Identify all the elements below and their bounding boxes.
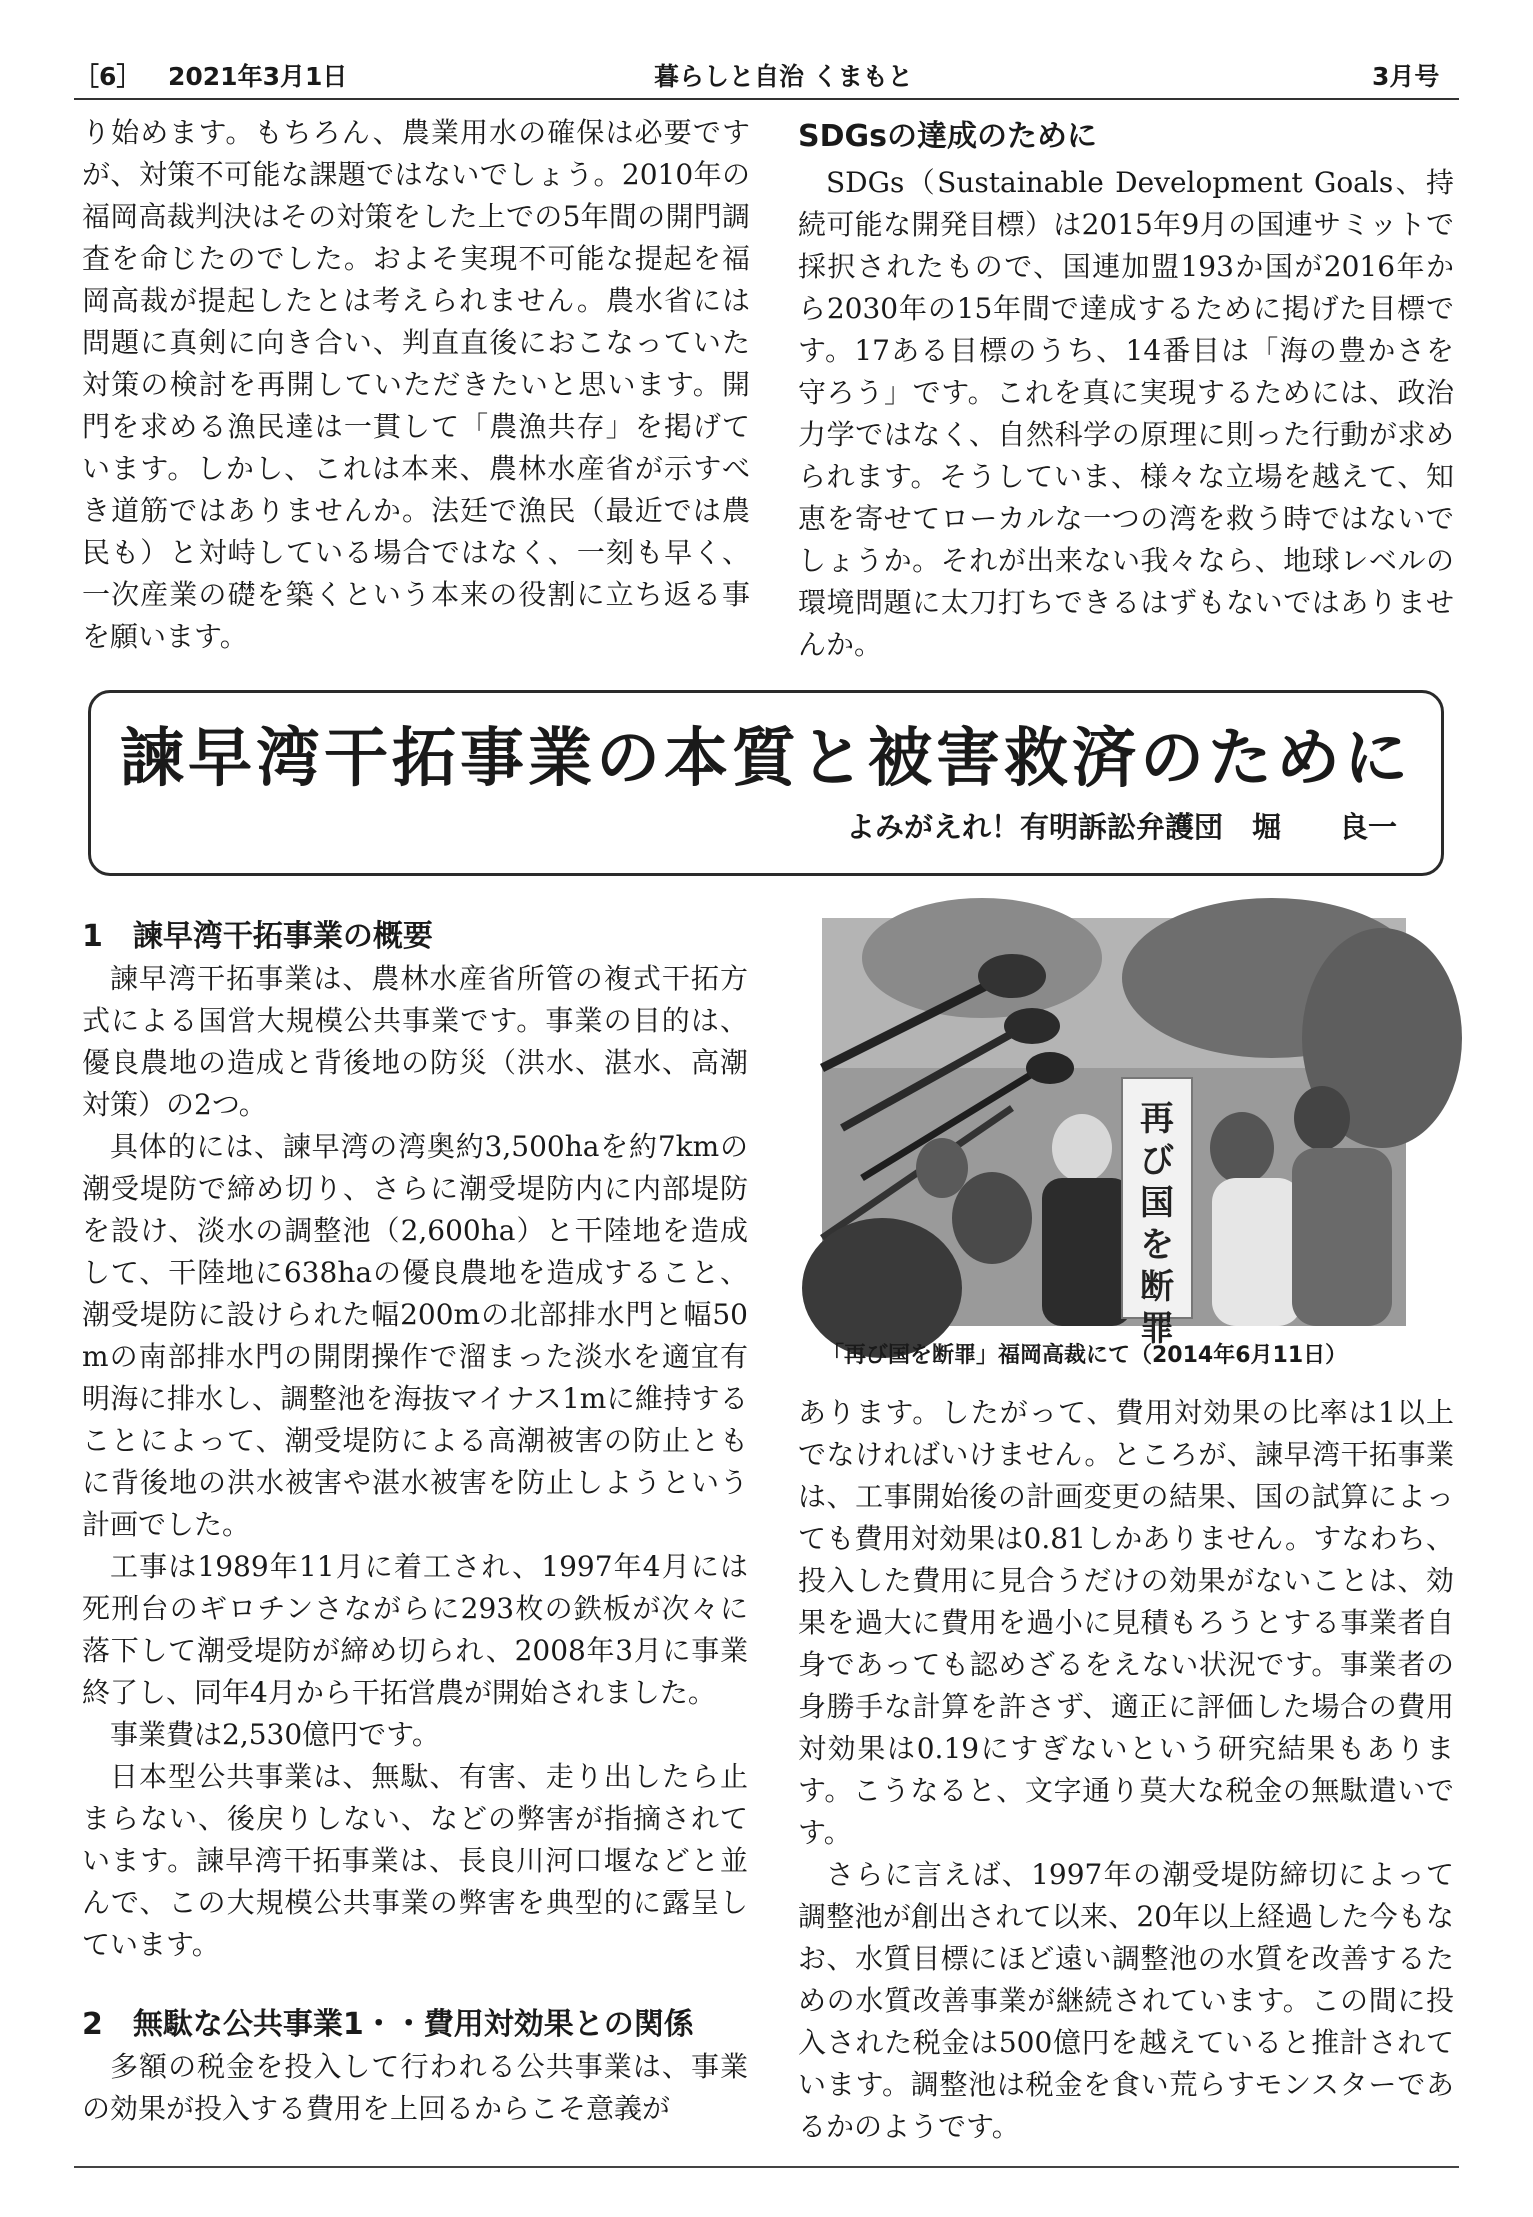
section2-intro: 多額の税金を投入して行われる公共事業は、事業の効果が投入する費用を上回るからこそ意義が (82, 2050, 748, 2125)
left-column (82, 916, 748, 2130)
issue-date: 2021年3月1日 (168, 62, 348, 91)
right-column (798, 1392, 1454, 2148)
section2-heading: 2 無駄な公共事業1・・費用対効果との関係 (82, 2007, 694, 2042)
section1-paragraph: 日本型公共事業は、無駄、有害、走り出したら止まらない、後戻りしない、などの弊害が指摘されています。諫早湾干拓事業は、長良川河口堰などと並んで、この大規模公共事業の弊害を典型的に露呈しています。 (82, 1760, 748, 1961)
section1-heading: 1 諫早湾干拓事業の概要 (82, 919, 433, 954)
article-title-box (88, 690, 1444, 876)
sdgs-text: SDGs（Sustainable Development Goals、持続可能な開発目標）は2015年9月の国連サミットで採択されたもので、国連加盟193か国が2016年から2030年の15年間で達成するために掲げた目標です。17ある目標のうち、14番目は「海の豊かさを守ろう」です。これを真に実現するためには、政治力学ではなく、自然科学の原理に則った行動が求められます。そうしていま、様々な立場を越えて、知恵を寄せてローカルな一つの湾を救う時ではないでしょうか。それが出来ない我々なら、地球レベルの環境問題に太刀打ちできるはずもないではありませんか。 (798, 166, 1454, 661)
header-rule (74, 98, 1459, 100)
top-left-text: り始めます。もちろん、農業用水の確保は必要ですが、対策不可能な課題ではないでしょう。2010年の福岡高裁判決はその対策をした上での5年間の開門調査を命じたのでした。およそ実現不可能な提起を福岡高裁が提起したとは考えられません。農水省には問題に真剣に向き合い、判直直後におこなっていた対策の検討を再開していただきたいと思います。開門を求める漁民達は一貫して「農漁共存」を掲げています。しかし、これは本来、農林水産省が示すべき道筋ではありませんか。法廷で漁民（最近では農民も）と対峙している場合ではなく、一刻も早く、一次産業の礎を築くという本来の役割に立ち返る事を願います。 (82, 116, 750, 653)
issue-month: 3月号 (1372, 62, 1440, 91)
section1-paragraph: 具体的には、諫早湾の湾奥約3,500haを約7kmの潮受堤防で締め切り、さらに潮受堤防内に内部堤防を設け、淡水の調整池（2,600ha）と干陸地を造成して、干陸地に638haの優良農地を造成すること、潮受堤防に設けられた幅200mの北部排水門と幅50mの南部排水門の開閉操作で溜まった淡水を適宜有明海に排水し、調整池を海抜マイナス1mに維持することによって、潮受堤防による高潮被害の防止ともに背後地の洪水被害や湛水被害を防止しようという計画でした。 (82, 1130, 748, 1541)
section2-paragraph: さらに言えば、1997年の潮受堤防締切によって調整池が創出されて以来、20年以上経過した今もなお、水質目標にほど遠い調整池の水質を改善するための水質改善事業が継続されています。この間に投入された税金は500億円を越えていると推計されています。調整池は税金を食い荒らすモンスターであるかのようです。 (798, 1858, 1454, 2143)
photo-illustration (822, 918, 1406, 1326)
footer-rule (74, 2166, 1459, 2168)
page-number: ［6］ (74, 62, 142, 91)
article-title: 諫早湾干拓事業の本質と被害救済のために (120, 722, 1412, 796)
publication-name: 暮らしと自治 くまもと (654, 62, 913, 91)
sdgs-heading: SDGsの達成のために (798, 119, 1097, 154)
photo-banner-text: 再び国を断罪 (1140, 1099, 1174, 1349)
section1-paragraph: 工事は1989年11月に着工され、1997年4月には死刑台のギロチンさながらに293枚の鉄板が次々に落下して潮受堤防が締め切られ、2008年3月に事業終了し、同年4月から干拓営農が開始されました。 (82, 1550, 748, 1709)
photo-caption: 「再び国を断罪」福岡高裁にて（2014年6月11日） (822, 1343, 1348, 1368)
court-photo (822, 918, 1406, 1349)
section2-paragraph: あります。したがって、費用対効果の比率は1以上でなければいけません。ところが、諫早湾干拓事業は、工事開始後の計画変更の結果、国の試算によっても費用対効果は0.81しかありません。すなわち、投入した費用に見合うだけの効果がないことは、効果を過大に費用を過小に見積もろうとする事業者自身であっても認めざるをえない状況です。事業者の身勝手な計算を許さず、適正に評価した場合の費用対効果は0.19にすぎないという研究結果もあります。こうなると、文字通り莫大な税金の無駄遣いです。 (798, 1396, 1454, 1849)
section1-paragraph: 事業費は2,530億円です。 (110, 1718, 440, 1751)
article-byline: よみがえれ！有明訴訟弁護団 堀 良一 (845, 810, 1397, 844)
section1-paragraph: 諫早湾干拓事業は、農林水産省所管の複式干拓方式による国営大規模公共事業です。事業の目的は、優良農地の造成と背後地の防災（洪水、湛水、高潮対策）の2つ。 (82, 962, 748, 1121)
